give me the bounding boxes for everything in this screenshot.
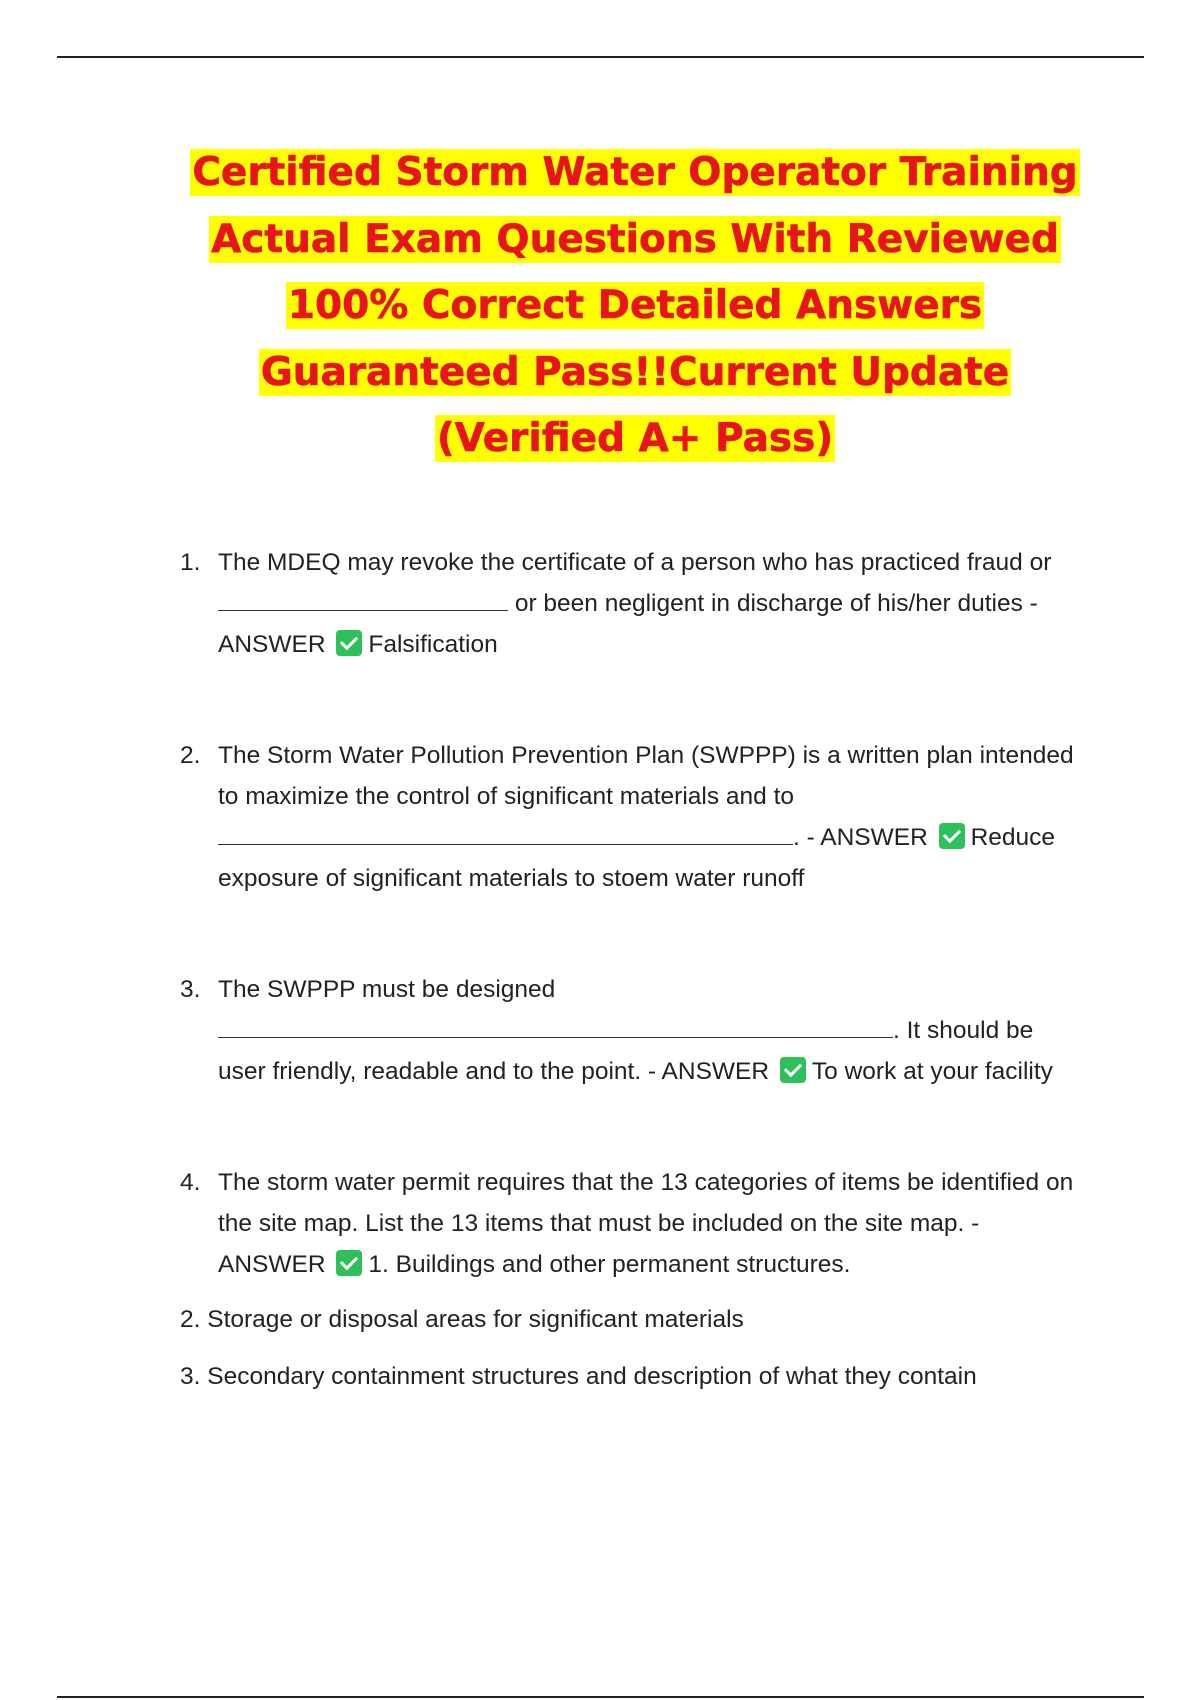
answer-blank xyxy=(218,1015,893,1038)
answer-list-item: 3. Secondary containment structures and description of what they contain xyxy=(180,1363,977,1390)
check-mark-button-icon xyxy=(939,823,965,849)
title-line: Certified Storm Water Operator Training xyxy=(192,150,1078,195)
title-line: Guaranteed Pass!!Current Update xyxy=(260,349,1010,395)
question-text xyxy=(218,542,1080,665)
check-mark-button-icon xyxy=(336,1250,362,1276)
answer-list-item: 2. Storage or disposal areas for significant materials xyxy=(180,1306,744,1333)
answer-blank xyxy=(218,822,793,845)
question-number: 1. xyxy=(180,549,201,576)
question-prompt: The MDEQ may revoke the certificate of a person who has practiced fraud or xyxy=(218,549,1052,576)
title-line: 100% Correct Detailed Answers xyxy=(287,283,983,328)
question-number: 4. xyxy=(180,1169,201,1196)
question-number: 3. xyxy=(180,976,201,1003)
title-line: Actual Exam Questions With Reviewed xyxy=(211,216,1059,262)
answer-blank xyxy=(218,588,508,611)
top-rule xyxy=(57,56,1144,58)
check-mark-button-icon xyxy=(780,1057,806,1083)
answer-text: Reduce exposure of significant materials to stoem water runoff xyxy=(218,824,1056,892)
bottom-rule xyxy=(57,1696,1144,1698)
question-prompt: The storm water permit requires that the 13 categories of items be identified on the site map. List the 13 items that must be included on the site map. - ANSWER xyxy=(218,1169,1074,1278)
question-prompt-cont: or been negligent in discharge of his/her duties - ANSWER xyxy=(218,590,1038,658)
check-mark-button-icon xyxy=(336,630,362,656)
question-item xyxy=(180,542,1080,665)
question-text xyxy=(218,969,1080,1092)
question-prompt: The SWPPP must be designed xyxy=(218,976,556,1003)
answer-text: 1. Buildings and other permanent structures. xyxy=(368,1251,851,1278)
answer-text: Falsification xyxy=(368,631,498,658)
question-prompt-cont: . - ANSWER xyxy=(793,824,928,851)
question-prompt: The Storm Water Pollution Prevention Plan (SWPPP) is a written plan intended to maximize the control of significant materials and to xyxy=(218,742,1074,810)
answer-text: To work at your facility xyxy=(811,1058,1053,1085)
question-text xyxy=(218,1162,1080,1285)
question-item xyxy=(180,735,1080,899)
question-item xyxy=(180,1162,1080,1285)
question-item xyxy=(180,969,1080,1092)
question-prompt-cont: . It should be user friendly, readable and to the point. - ANSWER xyxy=(218,1017,1034,1085)
question-number: 2. xyxy=(180,742,201,769)
document-title xyxy=(150,140,1120,473)
question-text xyxy=(218,735,1080,899)
question-list xyxy=(180,542,1080,1397)
title-line: (Verified A+ Pass) xyxy=(436,416,834,461)
